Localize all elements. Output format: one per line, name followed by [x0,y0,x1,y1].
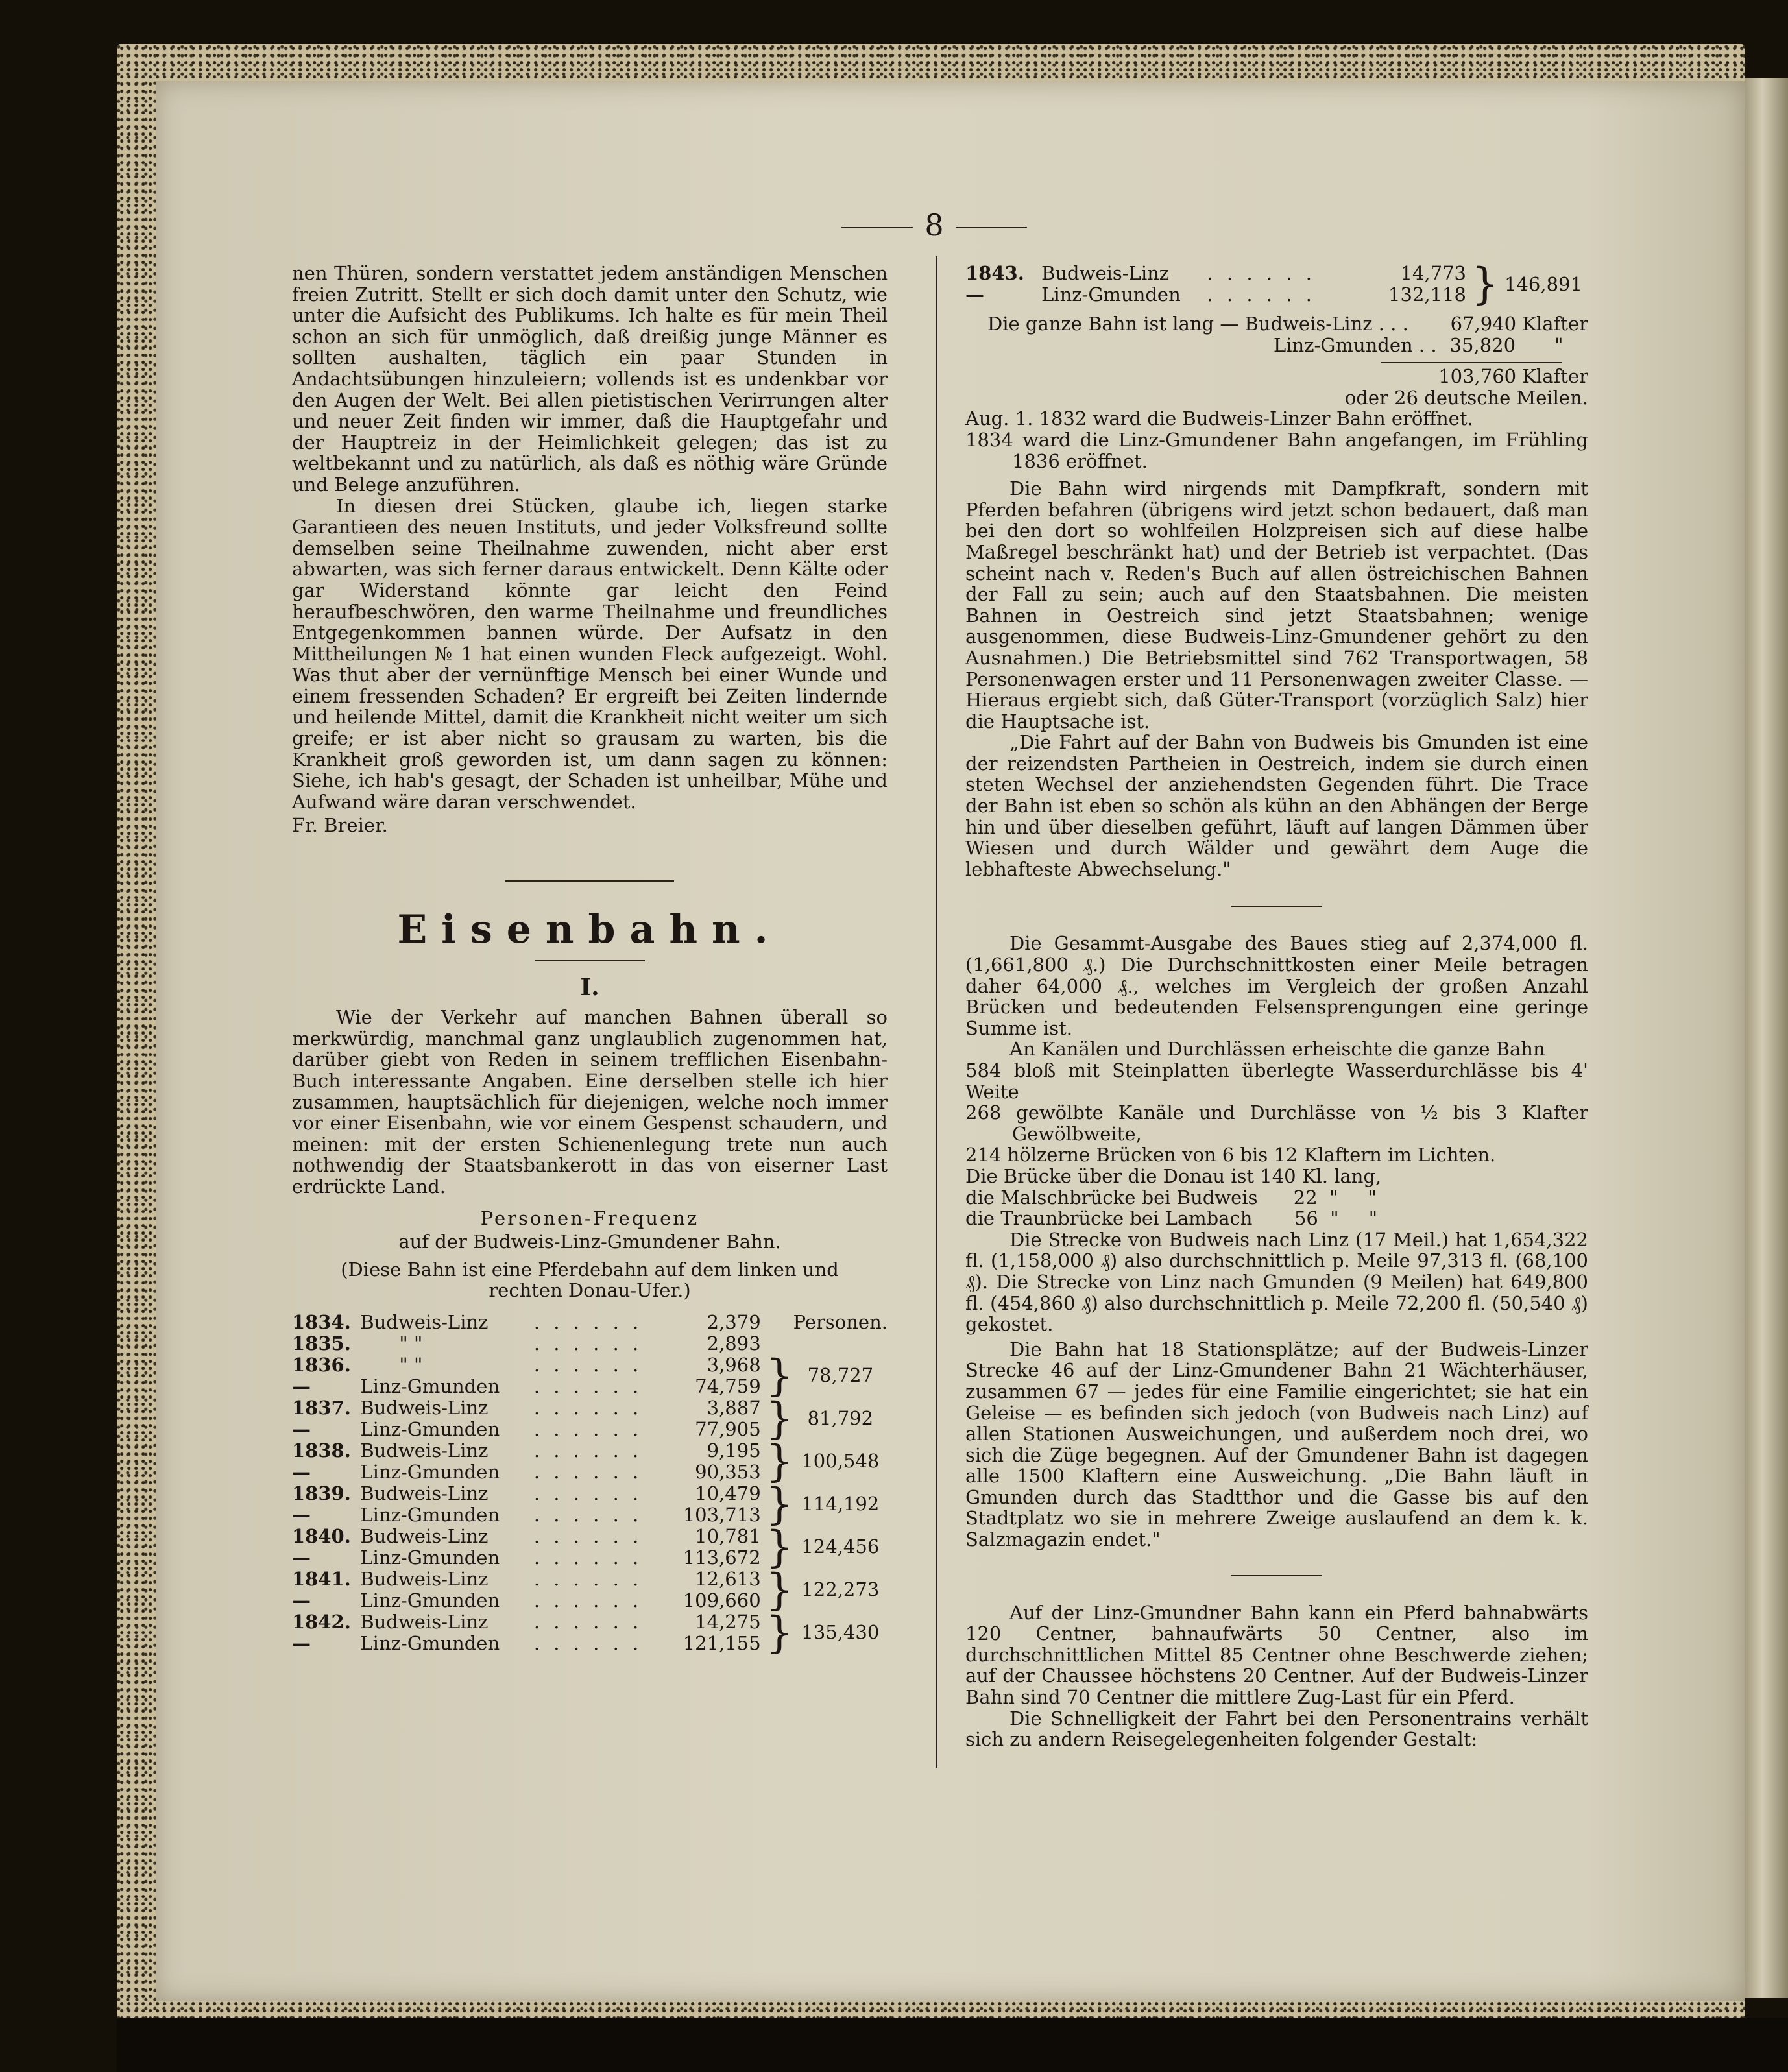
canal-line: 268 gewölbte Kanäle und Durchlässe von ½ bis 3 Klafter Gewölbweite, [965,1102,1588,1145]
left-column [292,262,888,1657]
frequency-table [292,1310,888,1657]
table-row: 1841. Budweis-Linz . . . . . . 12,613 } 122,273 [292,1569,888,1590]
canal-line: die Traunbrücke bei Lambach 56 " " [965,1207,1378,1230]
length-budweis-linz: 67,940 Klafter [1450,313,1588,335]
table-row: — Linz-Gmunden . . . . . . 113,672 [292,1546,761,1569]
separator [535,960,645,961]
paragraph: Die Bahn wird nirgends mit Dampfkraft, sondern mit Pferden befahren (übrigens wird jetzt schon bedauert, daß man bei den dort so wohlfeilen Holzpreisen sich auf diese halbe Maßregel beschränkt hat) und der Betrieb ist verpachtet. (Das scheint nach v. Reden's Buch auf allen östreichischen Bahnen der Fall zu sein; auch auf den Staatsbahnen. Die meisten Bahnen in Oestreich sind jetzt Staatsbahnen; wenige ausgenommen, diese Budweis-Linz-Gmundener gehört zu den Ausnahmen.) Die Betriebsmittel sind 762 Transportwagen, 58 Personenwagen erster und 11 Personenwagen zweiter Classe. — Hieraus ergiebt sich, daß Güter-Transport (vorzüglich Salz) hier die Hauptsache ist. [965,477,1588,732]
paragraph: Die Gesammt-Ausgabe des Baues stieg auf 2,374,000 fl. (1,661,800 ₰.) Die Durchschnittkosten einer Meile betragen daher 64,000 ₰., welches im Vergleich der großen Anzahl Brücken und bedeutenden Felsensprengungen eine geringe Summe ist. [965,932,1588,1039]
column-divider [936,256,937,1768]
year-total: 100,548 [801,1450,880,1473]
length-linz-gmunden: 35,820 [1449,333,1516,356]
next-page-edge [1745,78,1788,1998]
year-total: 122,273 [801,1578,880,1601]
table-row: 1837. Budweis-Linz . . . . . . 3,887 } 81,792 [292,1397,888,1419]
length-block: Die ganze Bahn ist lang — Budweis-Linz . . . 67,940 Klafter Linz-Gmunden . . 35,820 " 103,760 Klafter oder 26 deutsche Meilen. [965,313,1588,408]
canal-line: 214 hölzerne Brücken von 6 bis 12 Klaftern im Lichten. [965,1144,1496,1166]
frequency-table-continued [965,259,1588,309]
table-row: — Linz-Gmunden . . . . . . 77,905 [292,1417,761,1440]
date-line: Aug. 1. 1832 ward die Budweis-Linzer Bahn eröffnet. [965,407,1473,430]
year-total: 81,792 [807,1407,874,1430]
table-row: — Linz-Gmunden . . . . . . 103,713 [292,1503,761,1526]
table-subtitle: auf der Budweis-Linz-Gmundener Bahn. [398,1231,781,1253]
table-row: — Linz-Gmunden . . . . . . 74,759 [292,1375,761,1397]
table-row: — Linz-Gmunden . . . . . . 109,660 [292,1589,761,1611]
year-total: 124,456 [801,1536,880,1558]
table-row: 1836. " " . . . . . . 3,968 } 78,727 [292,1355,888,1376]
signature: Fr. Breier. [292,814,388,837]
paragraph: Wie der Verkehr auf manchen Bahnen überall so merkwürdig, manchmal ganz unglaublich zugenommen hat, darüber giebt von Reden in seinem trefflichen Eisenbahn-Buch interessante Angaben. Eine derselben stelle ich hier zusammen, hauptsächlich für diejenigen, welche noch immer vor einer Eisenbahn, wie vor einem Gespenst schaudern, und meinen: mit der ersten Schienenlegung trete nun auch nothwendig der Staatsbankerott in das von eiserner Last erdrückte Land. [292,1006,888,1198]
table-row: 1835. " " . . . . . . 2,893 [292,1332,761,1355]
separator [1231,1575,1322,1576]
paragraph: nen Thüren, sondern verstattet jedem anständigen Menschen freien Zutritt. Stellt er sich doch damit unter den Schutz, wie unter die Aufsicht des Publikums. Ich halte es für mein Theil schon an sich für unmöglich, daß dreißig junge Männer es sollten aushalten, täglich ein paar Stunden in Andachtsübungen hinzuleiern; vollends ist es undenkbar vor den Augen der Welt. Bei allen pietistischen Verirrungen alter und neuer Zeit finden wir immer, daß die Hauptgefahr und der Hauptreiz in der Heimlichkeit gelegen; das ist zu weltbekannt und zu natürlich, als daß es nöthig wäre Gründe und Belege anzuführen. [292,262,888,496]
page-number: 8 [824,208,1045,243]
length-miles: oder 26 deutsche Meilen. [1344,386,1588,409]
right-column [965,259,1588,1751]
canal-line: 584 bloß mit Steinplatten überlegte Wasserdurchlässe bis 4' Weite [965,1059,1588,1103]
separator [505,880,674,882]
year-total: 78,727 [807,1364,874,1387]
paragraph: An Kanälen und Durchlässen erheischte die ganze Bahn [1009,1038,1545,1061]
table-row: 1843. Budweis-Linz . . . . . . 14,773 } 146,891 [965,263,1588,284]
table-row: 1838. Budweis-Linz . . . . . . 9,195 } 100,548 [292,1440,888,1462]
canal-line: Die Brücke über die Donau ist 140 Kl. lang, [965,1164,1382,1187]
paragraph: Auf der Linz-Gmundner Bahn kann ein Pferd bahnabwärts 120 Centner, bahnaufwärts 50 Centner, also im durchschnittlichen Mittel 85 Centner ohne Beschwerde ziehen; auf der Chaussee höchstens 20 Centner. Auf der Budweis-Linzer Bahn sind 70 Centner die mittlere Zug-Last für ein Pferd. [965,1601,1588,1709]
year-total: 146,891 [1504,272,1582,295]
paragraph: Die Schnelligkeit der Fahrt bei den Personentrains verhält sich zu andern Reisegelegenheiten folgender Gestalt: [965,1707,1588,1751]
scan-border [117,2018,1788,2072]
paragraph: In diesen drei Stücken, glaube ich, liegen starke Garantieen des neuen Instituts, und jeder Volksfreund sollte demselben seine Theilnahme zuwenden, nicht aber erst abwarten, was sich ferner daraus entwickelt. Denn Kälte oder gar Widerstand könnte gar leicht den Feind heraufbeschwören, den warme Theilnahme und freundliches Entgegenkommen bannen würde. Der Aufsatz in den Mittheilungen № 1 hat einen wunden Fleck aufgezeigt. Wohl. Was thut aber der vernünftige Mensch bei einer Wunde und einem fressenden Schaden? Er ergreift bei Zeiten lindernde und heilende Mittel, damit die Krankheit nicht weiter um sich greife; er ist aber nicht so grausam zu warten, bis die Krankheit groß geworden ist, um dann sagen zu können: Siehe, ich hab's gesagt, der Schaden ist unheilbar, Mühe und Aufwand wäre daran verschwendet. [292,494,888,813]
year-total: 135,430 [801,1621,880,1644]
paragraph: Die Strecke von Budweis nach Linz (17 Meil.) hat 1,654,322 fl. (1,158,000 ₰) also durchschnittlich p. Meile 97,313 fl. (68,100 ₰). Die Strecke von Linz nach Gmunden (9 Meilen) hat 649,800 fl. (454,860 ₰) also durchschnittlich p. Meile 72,200 fl. (50,540 ₰) gekostet. [965,1228,1588,1336]
section-title: Eisenbahn. [397,907,782,953]
quote-paragraph: „Die Fahrt auf der Bahn von Budweis bis Gmunden ist eine der reizendsten Partheien in Oestreich, indem sie durch einen steten Wechsel der anziehendsten Gegenden führt. Die Trace der Bahn ist eben so schön als kühn an den Abhängen der Berge hin und über dieselben geführt, läuft auf langen Dämmen über Wiesen und durch Wälder und gewährt dem Auge die lebhafteste Abwechselung." [965,731,1588,880]
date-line: 1834 ward die Linz-Gmundener Bahn angefangen, im Frühling 1836 eröffnet. [965,428,1588,472]
table-title: Personen-Frequenz [480,1207,699,1229]
table-row: 1834. Budweis-Linz . . . . . . 2,379 Personen. [292,1310,888,1333]
table-row: 1840. Budweis-Linz . . . . . . 10,781 } 124,456 [292,1526,888,1547]
table-row: 1842. Budweis-Linz . . . . . . 14,275 } 135,430 [292,1611,888,1633]
unit-label: Personen. [793,1310,888,1333]
table-note: (Diese Bahn ist eine Pferdebahn auf dem linken und rechten Donau-Ufer.) [341,1258,839,1302]
separator [1231,906,1322,907]
table-row: — Linz-Gmunden . . . . . . 90,353 [292,1460,761,1483]
table-row: 1839. Budweis-Linz . . . . . . 10,479 } 114,192 [292,1483,888,1504]
section-number: I. [580,973,599,1001]
length-intro: Die ganze Bahn ist lang — Budweis-Linz . . . [987,313,1408,335]
table-row: — Linz-Gmunden . . . . . . 132,118 [965,283,1466,306]
canal-line: die Malschbrücke bei Budweis 22 " " [965,1186,1377,1209]
length-total: 103,760 Klafter [1438,365,1588,388]
year-total: 114,192 [801,1493,880,1515]
table-row: — Linz-Gmunden . . . . . . 121,155 [292,1632,761,1654]
paragraph: Die Bahn hat 18 Stationsplätze; auf der Budweis-Linzer Strecke 46 auf der Linz-Gmundener Bahn 21 Wächterhäuser, zusammen 67 — jedes für eine Familie eingerichtet; sie hat ein Geleise — es befinden sich jedoch (von Budweis nach Linz) auf allen Stationen Ausweichungen, und außerdem noch drei, wo sich die Züge begegnen. Auf der Gmundener Bahn ist dagegen alle 1500 Klaftern eine Ausweichung. „Die Bahn läuft in Gmunden durch das Stadtthor und die Gasse bis auf den Stadtplatz wo sie in mehrere Zweige auslaufend an dem k. k. Salzmagazin endet." [965,1338,1588,1551]
length-linz-gmunden-label: Linz-Gmunden . . [1274,333,1437,356]
